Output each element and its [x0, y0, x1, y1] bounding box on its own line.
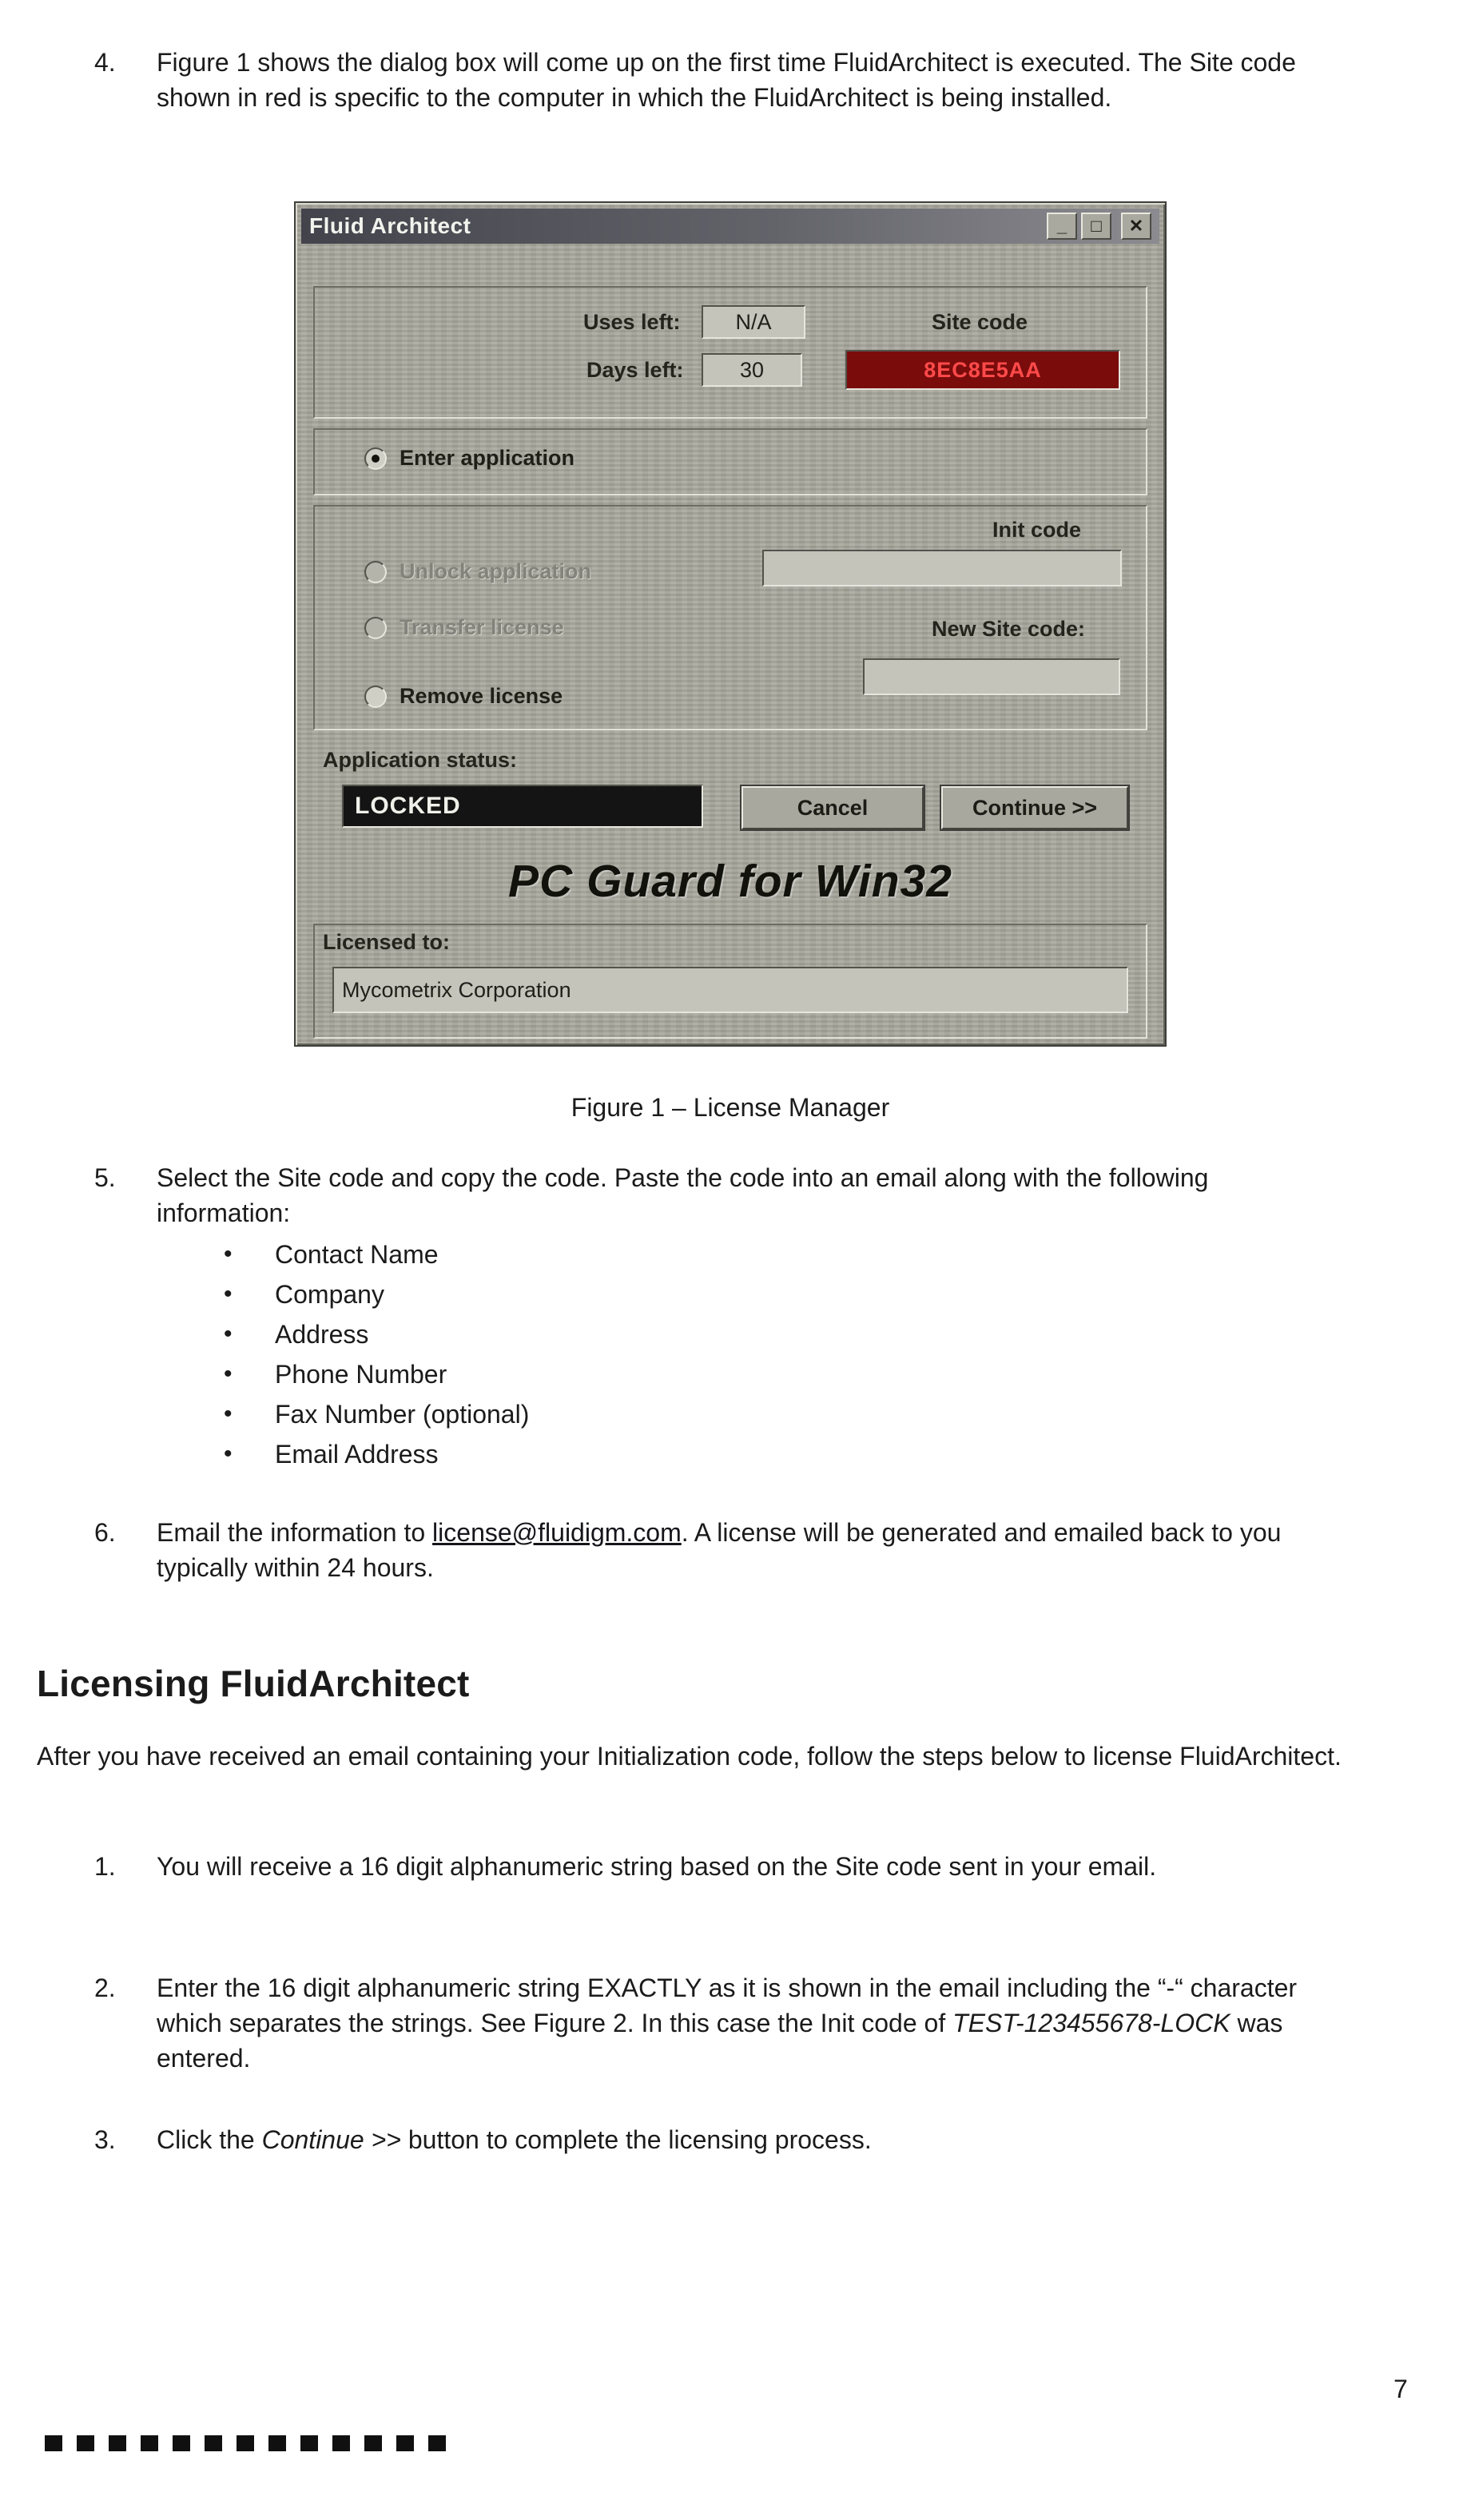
footer-squares	[45, 2435, 460, 2455]
footer-square	[300, 2435, 318, 2451]
step-text: You will receive a 16 digit alphanumeric string based on the Site code sent in your email.	[157, 1852, 1157, 1881]
licensing-step-2	[94, 1970, 1301, 2076]
footer-square	[268, 2435, 286, 2451]
list-item-label: Fax Number (optional)	[275, 1400, 530, 1429]
list-item-label: Phone Number	[275, 1360, 447, 1389]
list-item	[224, 1437, 529, 1477]
footer-square	[332, 2435, 350, 2451]
list-item-label: Email Address	[275, 1440, 439, 1469]
uses-left-field: N/A	[702, 305, 805, 339]
application-status-field: LOCKED	[342, 785, 703, 828]
step-text-pre: Click the	[157, 2125, 262, 2154]
footer-square	[45, 2435, 62, 2451]
page-number: 7	[1393, 2375, 1408, 2403]
footer-square	[109, 2435, 126, 2451]
step-item-6	[94, 1515, 1301, 1585]
enter-application-radio[interactable]	[364, 447, 387, 470]
step-number: 5.	[94, 1163, 116, 1192]
step-number: 2.	[94, 1973, 116, 2002]
close-icon[interactable]: ✕	[1121, 213, 1151, 240]
application-status-label: Application status:	[323, 748, 518, 772]
bullet-icon: •	[224, 1401, 233, 1427]
continue-button-reference: Continue >>	[261, 2125, 401, 2154]
footer-square	[396, 2435, 414, 2451]
remove-license-label[interactable]: Remove license	[400, 684, 563, 708]
step-item-5	[94, 1160, 1301, 1230]
transfer-license-radio[interactable]	[364, 617, 387, 639]
list-item-label: Address	[275, 1320, 369, 1349]
uses-left-label: Uses left:	[583, 310, 681, 334]
bullet-icon: •	[224, 1321, 233, 1347]
transfer-license-label[interactable]: Transfer license	[400, 615, 564, 639]
step-text-post: button to complete the licensing process.	[400, 2125, 872, 2154]
list-item-label: Company	[275, 1280, 384, 1309]
step-text	[157, 1970, 1301, 2076]
site-code-label: Site code	[932, 310, 1028, 334]
list-item	[224, 1317, 529, 1357]
footer-square	[77, 2435, 94, 2451]
section-heading: Licensing FluidArchitect	[37, 1663, 470, 1704]
list-item	[224, 1397, 529, 1437]
step-item-4	[94, 45, 1301, 115]
unlock-application-label[interactable]: Unlock application	[400, 559, 592, 583]
step-text-pre: Enter the 16 digit alphanumeric string EXACTLY as it is shown in the email including the “-“ character which separates the strings. See Figure 2. In this case the Init code of	[157, 1973, 1298, 2037]
step-text	[157, 1515, 1301, 1585]
dialog-titlebar[interactable]	[301, 209, 1159, 244]
new-site-code-input[interactable]	[863, 658, 1120, 695]
list-item-label: Contact Name	[275, 1240, 439, 1269]
license-email-link[interactable]: license@fluidigm.com	[432, 1518, 682, 1547]
contact-info-list	[224, 1237, 529, 1477]
bullet-icon: •	[224, 1441, 233, 1467]
footer-square	[205, 2435, 222, 2451]
list-item	[224, 1357, 529, 1397]
step-number: 4.	[94, 48, 116, 77]
footer-square	[141, 2435, 158, 2451]
days-left-label: Days left:	[586, 358, 684, 382]
licensed-to-label: Licensed to:	[323, 930, 451, 954]
licensing-step-3	[94, 2122, 1301, 2157]
step-number: 1.	[94, 1852, 116, 1881]
init-code-label: Init code	[992, 518, 1082, 542]
site-code-field[interactable]: 8EC8E5AA	[845, 350, 1120, 390]
maximize-icon[interactable]: □	[1081, 213, 1111, 240]
init-code-input[interactable]	[762, 550, 1122, 586]
new-site-code-label: New Site code:	[932, 617, 1086, 641]
pc-guard-brand: PC Guard for Win32	[508, 856, 952, 907]
remove-license-radio[interactable]	[364, 686, 387, 708]
footer-square	[364, 2435, 382, 2451]
step-text-post: . A license will be generated and emailed back to you typically within 24 hours.	[157, 1518, 1282, 1582]
step-text: Figure 1 shows the dialog box will come up on the first time FluidArchitect is executed. The Site code shown in red is specific to the computer in which the FluidArchitect is being installed.	[157, 48, 1296, 112]
step-text-post: was entered.	[157, 2009, 1283, 2073]
list-item	[224, 1277, 529, 1317]
bullet-icon: •	[224, 1281, 233, 1307]
continue-button[interactable]: Continue >>	[941, 786, 1128, 829]
bullet-icon: •	[224, 1361, 233, 1387]
step-number: 6.	[94, 1518, 116, 1547]
figure1-caption: Figure 1 – License Manager	[571, 1093, 890, 1122]
unlock-application-radio[interactable]	[364, 561, 387, 583]
minimize-icon[interactable]: _	[1047, 213, 1077, 240]
licensed-to-field: Mycometrix Corporation	[332, 967, 1128, 1013]
step-number: 3.	[94, 2125, 116, 2154]
footer-square	[237, 2435, 254, 2451]
init-code-example: TEST-123455678-LOCK	[952, 2009, 1230, 2037]
license-manager-dialog	[294, 201, 1167, 1047]
step-text-pre: Email the information to	[157, 1518, 433, 1547]
window-controls	[1047, 213, 1151, 240]
licensing-step-1	[94, 1849, 1301, 1884]
bullet-icon: •	[224, 1241, 233, 1267]
days-left-field: 30	[702, 353, 802, 387]
cancel-button[interactable]: Cancel	[741, 786, 924, 829]
step-text: Select the Site code and copy the code. Paste the code into an email along with the following information:	[157, 1163, 1209, 1227]
section-intro: After you have received an email containing your Initialization code, follow the steps below to license FluidArchitect.	[37, 1742, 1342, 1771]
list-item	[224, 1237, 529, 1277]
enter-application-label[interactable]: Enter application	[400, 446, 575, 470]
footer-square	[428, 2435, 446, 2451]
dialog-title: Fluid Architect	[309, 213, 471, 238]
footer-square	[173, 2435, 190, 2451]
step-text	[157, 2122, 1301, 2157]
